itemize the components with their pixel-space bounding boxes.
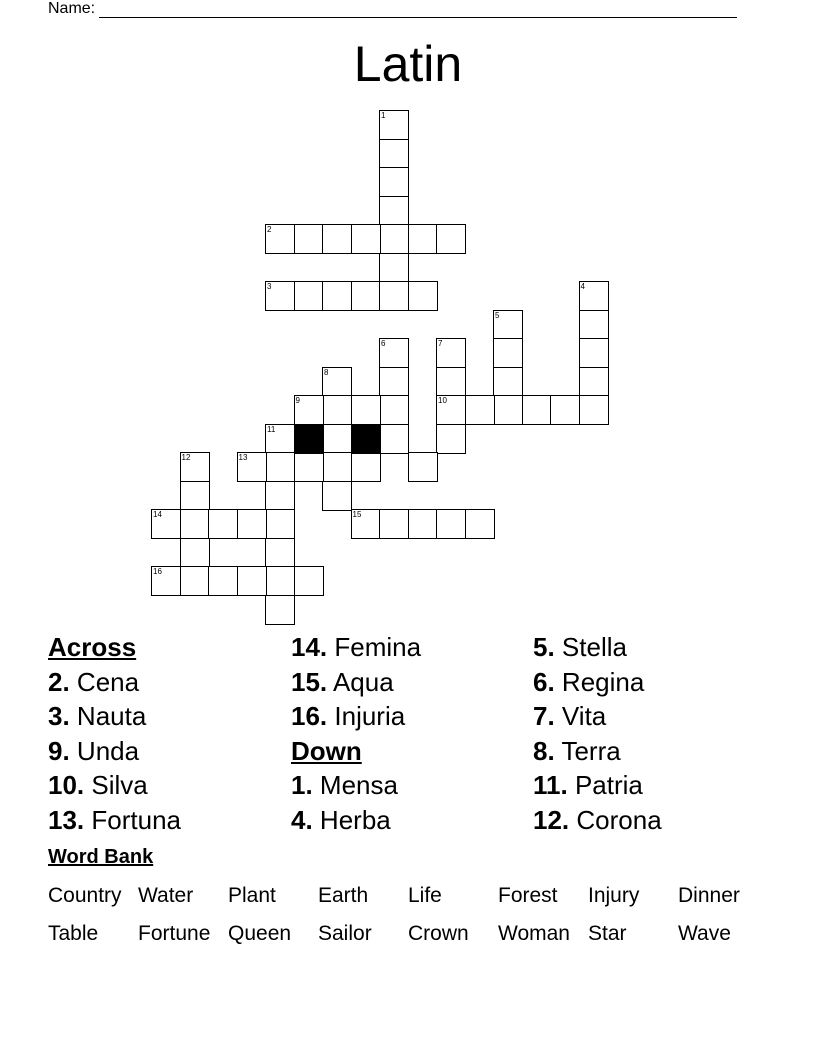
clues-column-2 [291, 630, 421, 837]
grid-cell[interactable] [550, 395, 580, 425]
grid-cell[interactable] [265, 538, 295, 568]
across-clue: 9. Unda [48, 735, 140, 766]
grid-cell[interactable] [180, 481, 210, 511]
word-bank-word: Injury [588, 884, 640, 907]
cell-number: 3 [267, 282, 272, 291]
grid-cell[interactable] [180, 452, 210, 482]
grid-cell[interactable] [180, 538, 210, 568]
grid-cell[interactable] [465, 509, 495, 539]
grid-cell[interactable] [493, 367, 523, 397]
grid-cell[interactable] [237, 566, 267, 596]
clues-column-1 [48, 630, 181, 837]
grid-cell[interactable] [322, 395, 352, 425]
grid-cell[interactable] [294, 566, 324, 596]
grid-cell[interactable] [436, 224, 466, 254]
word-bank-word: Fortune [138, 922, 211, 945]
down-clue: 1. Mensa [291, 770, 398, 800]
grid-cell[interactable] [379, 139, 409, 169]
grid-cell[interactable] [379, 196, 409, 226]
across-heading: Across [48, 632, 137, 662]
grid-cell[interactable] [151, 509, 181, 539]
grid-cell[interactable] [522, 395, 552, 425]
grid-cell[interactable] [237, 509, 267, 539]
grid-cell[interactable] [294, 452, 324, 482]
cell-number: 7 [438, 339, 443, 348]
grid-cell[interactable] [208, 509, 238, 539]
grid-cell[interactable] [579, 310, 609, 340]
grid-cell[interactable] [493, 310, 523, 340]
word-bank-word: Forest [498, 884, 558, 907]
grid-cell[interactable] [408, 509, 438, 539]
grid-cell[interactable] [265, 281, 295, 311]
down-clue: 4. Herba [291, 804, 391, 835]
word-bank-title: Word Bank [48, 846, 154, 868]
grid-cell[interactable] [379, 367, 409, 397]
grid-cell[interactable] [579, 338, 609, 368]
grid-cell[interactable] [579, 367, 609, 397]
word-bank-word: Woman [498, 922, 570, 945]
black-cell [351, 424, 381, 454]
cell-number: 8 [324, 367, 329, 377]
across-clue: 14. Femina [291, 632, 422, 662]
cell-number: 10 [438, 396, 447, 405]
word-bank-word: Sailor [318, 922, 372, 945]
grid-cell[interactable] [579, 281, 609, 311]
down-heading: Down [291, 735, 362, 766]
grid-cell[interactable] [379, 110, 409, 140]
across-clue: 10. Silva [48, 770, 148, 800]
grid-cell[interactable] [379, 224, 409, 254]
grid-cell[interactable] [408, 224, 438, 254]
down-clue: 5. Stella [533, 632, 627, 662]
grid-cell[interactable] [436, 509, 466, 539]
grid-cell[interactable] [351, 281, 381, 311]
cell-number: 11 [267, 424, 276, 434]
grid-cell[interactable] [208, 566, 238, 596]
grid-cell[interactable] [379, 395, 409, 425]
grid-cell[interactable] [579, 395, 609, 425]
across-clue: 16. Injuria [291, 701, 406, 731]
grid-cell[interactable] [351, 395, 381, 425]
grid-cell[interactable] [436, 367, 466, 397]
grid-cell[interactable] [379, 167, 409, 197]
down-clue: 11. Patria [533, 770, 643, 800]
cell-number: 12 [181, 453, 191, 462]
word-bank-word: Wave [678, 922, 731, 945]
word-bank-word: Water [138, 884, 194, 907]
grid-cell[interactable] [151, 566, 181, 596]
word-bank-word: Life [408, 884, 442, 907]
word-bank-word: Dinner [678, 884, 740, 907]
grid-cell[interactable] [265, 452, 295, 482]
word-bank-word: Country [48, 884, 122, 907]
across-clue: 13. Fortuna [48, 804, 181, 835]
grid-cell[interactable] [294, 395, 324, 425]
cell-number: 5 [495, 310, 500, 320]
grid-cell[interactable] [294, 224, 324, 254]
grid-cell[interactable] [351, 224, 381, 254]
grid-cell[interactable] [408, 281, 438, 311]
grid-cell[interactable] [322, 281, 352, 311]
grid-cell[interactable] [379, 338, 409, 368]
grid-cell[interactable] [265, 481, 295, 511]
grid-cell[interactable] [379, 253, 409, 283]
across-clue: 15. Aqua [291, 666, 394, 697]
grid-cell[interactable] [265, 224, 295, 254]
word-bank-word: Queen [228, 922, 292, 945]
grid-cell[interactable] [322, 224, 352, 254]
name-label: Name: [48, 0, 96, 17]
grid-cell[interactable] [379, 424, 409, 454]
grid-cell[interactable] [294, 281, 324, 311]
word-bank-word: Table [48, 922, 99, 945]
cell-number: 1 [381, 111, 386, 120]
grid-cell[interactable] [265, 595, 295, 625]
across-clue: 3. Nauta [48, 701, 147, 731]
grid-cell[interactable] [465, 395, 495, 425]
clues-column-3 [533, 630, 662, 837]
grid-cell[interactable] [322, 452, 352, 482]
grid-cell[interactable] [436, 424, 466, 454]
cell-number: 14 [153, 510, 162, 519]
grid-cell[interactable] [493, 395, 523, 425]
grid-cell[interactable] [379, 509, 409, 539]
grid-cell[interactable] [322, 481, 352, 511]
grid-cell[interactable] [180, 509, 210, 539]
cell-number: 2 [267, 225, 272, 234]
cell-number: 16 [153, 567, 162, 576]
grid-cell[interactable] [379, 281, 409, 311]
cell-number: 4 [580, 282, 585, 291]
grid-cell[interactable] [237, 452, 267, 482]
word-bank-word: Earth [318, 884, 369, 907]
grid-cell[interactable] [436, 395, 466, 425]
grid-cell[interactable] [265, 509, 295, 539]
grid-cell[interactable] [322, 367, 352, 397]
word-bank-word: Star [588, 922, 627, 945]
grid-cell[interactable] [265, 424, 295, 454]
down-clue: 7. Vita [533, 701, 607, 731]
cell-number: 6 [381, 339, 386, 348]
grid-cell[interactable] [322, 424, 352, 454]
grid-cell[interactable] [351, 452, 381, 482]
grid-cell[interactable] [351, 509, 381, 539]
cell-number: 9 [295, 396, 300, 405]
page-title: Latin [353, 36, 463, 92]
down-clue: 6. Regina [533, 666, 645, 697]
down-clue: 12. Corona [533, 804, 662, 835]
down-clue: 8. Terra [533, 735, 621, 766]
across-clue: 2. Cena [48, 666, 140, 697]
cell-number: 15 [352, 510, 362, 519]
grid-cell[interactable] [265, 566, 295, 596]
grid-cell[interactable] [408, 452, 438, 482]
grid-cell[interactable] [436, 338, 466, 368]
grid-cell[interactable] [180, 566, 210, 596]
grid-cell[interactable] [493, 338, 523, 368]
word-bank-word: Plant [228, 884, 276, 907]
black-cell [294, 424, 324, 454]
word-bank-word: Crown [408, 922, 469, 945]
cell-number: 13 [238, 453, 248, 462]
